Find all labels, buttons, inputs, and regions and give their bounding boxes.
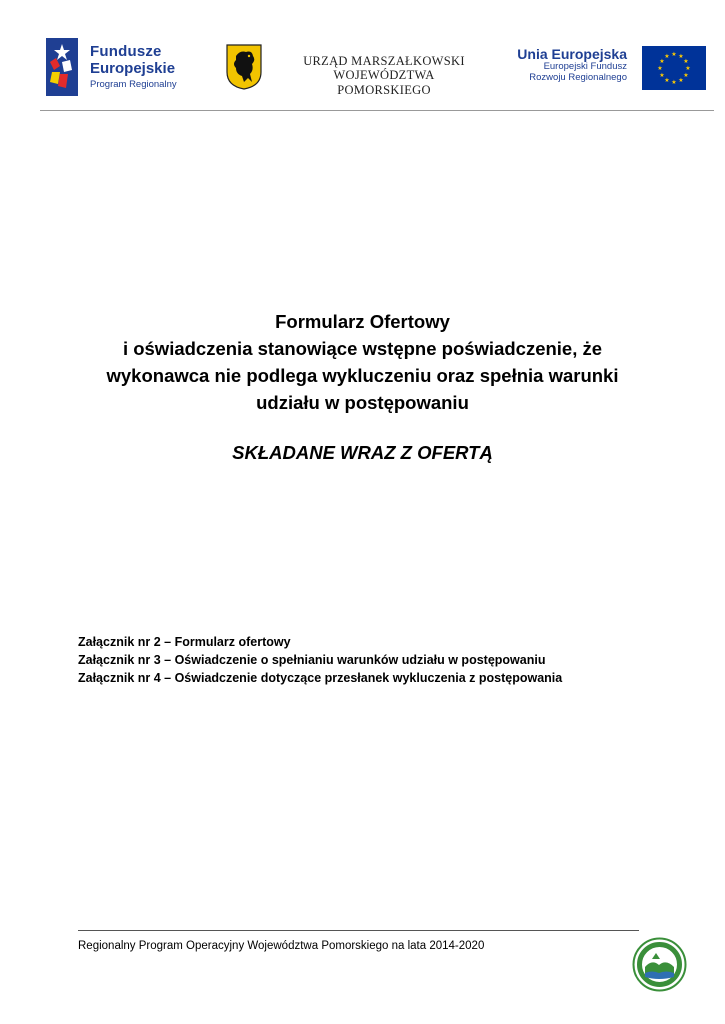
fe-logo-line2: Europejskie	[90, 60, 176, 77]
attachments-list	[78, 633, 678, 687]
marshal-office-logo	[226, 44, 476, 97]
title-line-4: udziału w postępowaniu	[256, 392, 469, 413]
ue-logo-line3: Rozwoju Regionalnego	[529, 72, 627, 84]
title-line-2: i oświadczenia stanowiące wstępne poświadczenie, że	[122, 338, 603, 359]
footer-program-text: Regionalny Program Operacyjny Województwa Pomorskiego na lata 2014-2020	[78, 940, 485, 952]
attachment-item-3: Załącznik nr 3 – Oświadczenie o spełnianiu warunków udziału w postępowaniu	[78, 653, 546, 667]
svg-text:★: ★	[664, 77, 670, 84]
attachment-item-2: Załącznik nr 2 – Formularz ofertowy	[78, 635, 291, 649]
svg-text:★: ★	[659, 72, 665, 79]
svg-text:★: ★	[659, 58, 665, 65]
title-line-3: wykonawca nie podlega wykluczeniu oraz spełnia warunki	[106, 365, 619, 386]
header-divider	[40, 110, 714, 111]
document-title	[60, 308, 665, 416]
svg-text:★: ★	[683, 72, 689, 79]
pomorskie-griffin-crest-icon	[226, 44, 262, 90]
svg-text:★: ★	[685, 65, 691, 72]
svg-text:★: ★	[671, 79, 677, 86]
footer-divider	[78, 930, 639, 931]
svg-text:★: ★	[657, 65, 663, 72]
svg-text:★: ★	[678, 53, 684, 60]
svg-text:★: ★	[664, 53, 670, 60]
european-union-logo	[515, 46, 707, 94]
eu-flag-icon	[642, 46, 706, 90]
ue-logo-line1: Unia Europejska	[517, 46, 627, 62]
title-line-1: Formularz Ofertowy	[275, 311, 450, 332]
attachment-item-4: Załącznik nr 4 – Oświadczenie dotyczące przesłanek wykluczenia z postępowania	[78, 671, 563, 685]
svg-text:★: ★	[683, 58, 689, 65]
page-header	[0, 0, 725, 112]
european-funds-logo	[46, 38, 196, 96]
svg-text:★: ★	[671, 51, 677, 58]
fe-logo-line1: Fundusze	[90, 43, 162, 60]
european-funds-flag-icon	[46, 38, 78, 96]
document-subtitle: SKŁADANE WRAZ Z OFERTĄ	[232, 442, 493, 463]
fe-logo-line3: Program Regionalny	[90, 79, 177, 90]
um-logo-line2: WOJEWÓDZTWA POMORSKIEGO	[333, 68, 435, 97]
regional-emblem-icon	[632, 937, 687, 992]
svg-text:★: ★	[678, 77, 684, 84]
ue-logo-line2: Europejski Fundusz	[543, 61, 627, 73]
um-logo-line1: URZĄD MARSZAŁKOWSKI	[303, 54, 465, 68]
